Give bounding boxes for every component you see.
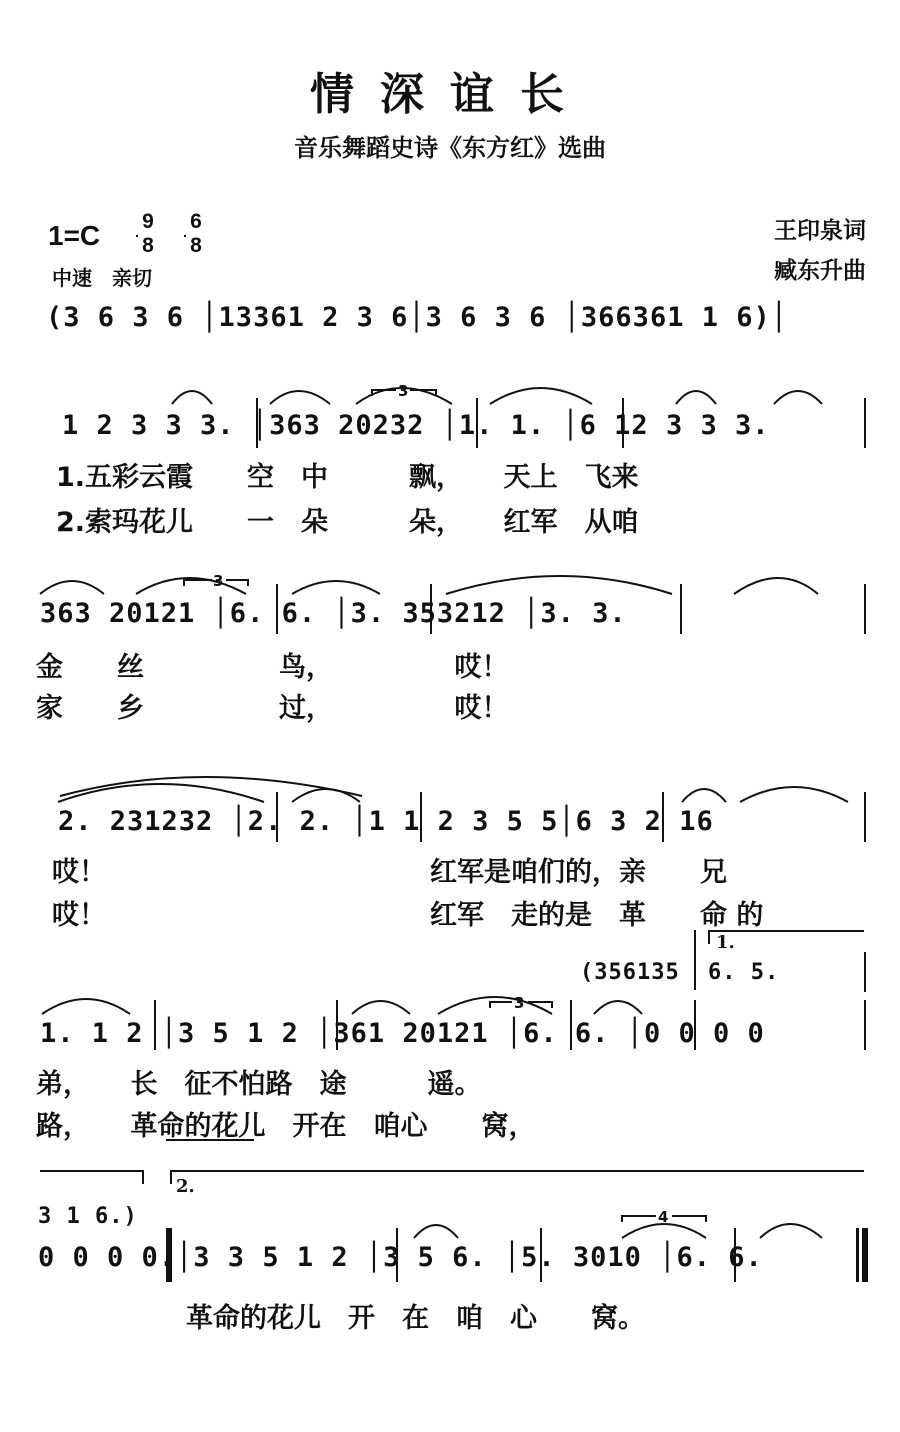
interlude-notes: (356135	[580, 960, 680, 985]
line1-lyric-verse2: 2.索玛花儿 一 朵 朵， 红军 从咱	[56, 507, 639, 538]
tempo-marking: 中速 亲切	[52, 266, 152, 290]
slur	[446, 576, 672, 594]
triplet-number: 3	[514, 994, 525, 1012]
line2-lyric-verse2: 家 乡 过， 哎！	[36, 693, 509, 724]
line4-lyric-verse1: 弟， 长 征不怕路 途 遥。	[36, 1069, 482, 1100]
slur	[270, 391, 330, 404]
line3-lyric-verse1: 哎！ 红军是咱们的，亲 兄	[52, 857, 727, 888]
line5-lyric: 革命的花儿 开 在 咱 心 窝。	[186, 1303, 645, 1334]
line3-notes: 2. 231232 │2. 2. │1 1 2 3 5 5│6 3 2 16	[58, 806, 714, 837]
meter-denominator: 8	[190, 234, 202, 257]
slur	[682, 789, 726, 802]
tie	[292, 581, 380, 594]
triplet-number: 3	[213, 572, 224, 590]
triplet-number: 3	[398, 382, 409, 400]
slur	[740, 787, 848, 802]
meter-numerator: 6	[190, 210, 202, 233]
line4-notes: 1. 1 2 │3 5 1 2 │361 20121 │6. 6. │0 0 0 0	[40, 1018, 765, 1049]
lyricist-credit: 王印泉词	[774, 217, 866, 244]
quadruplet-number: 4	[658, 1208, 669, 1226]
intro-notes: (3 6 3 6 │13361 2 3 6│3 6 3 6 │366361 1 6)│	[46, 302, 788, 333]
ending-1-final-upper-notes: 3 1 6.)	[38, 1204, 138, 1229]
tie	[774, 391, 822, 404]
line2-notes: 363 20121 │6. 6. │3. 353212 │3. 3.	[40, 598, 627, 629]
slur	[622, 1224, 706, 1238]
ending-2-label: 2.	[176, 1176, 195, 1197]
tie	[594, 1001, 642, 1014]
slur	[438, 997, 552, 1014]
composer-credit: 臧东升曲	[774, 257, 866, 284]
slur	[414, 1225, 458, 1238]
line3-lyric-verse2: 哎！ 红军 走的是 革 命 的	[52, 900, 764, 931]
slur	[676, 391, 716, 404]
slur	[58, 784, 264, 802]
slur-long	[60, 777, 362, 796]
ending-1-label: 1.	[716, 932, 735, 953]
line5-notes: 0 0 0 0.│3 3 5 1 2 │3 5 6. │5. 3010 │6. 6.	[38, 1242, 763, 1273]
line1-notes: 1 2 3 3 3. │363 20232 │1. 1. │6 12 3 3 3.	[62, 410, 770, 441]
slur	[352, 1001, 410, 1014]
meter-numerator: 9	[142, 210, 154, 233]
slur	[40, 581, 104, 594]
line4-lyric-verse2: 路， 革命的花儿 开在 咱心 窝，	[36, 1111, 536, 1142]
tie	[172, 391, 212, 404]
meter-denominator: 8	[142, 234, 154, 257]
line1-lyric-verse1: 1.五彩云霞 空 中 飘， 天上 飞来	[56, 462, 639, 493]
song-subtitle: 音乐舞蹈史诗《东方红》选曲	[294, 133, 606, 162]
tie	[292, 789, 360, 802]
slur	[490, 388, 592, 404]
song-title: 情深谊长	[310, 69, 590, 120]
line2-lyric-verse1: 金 丝 鸟， 哎！	[36, 652, 509, 683]
ending-1-upper-notes: 6. 5.	[708, 960, 780, 985]
tie	[760, 1224, 822, 1238]
key-signature: 1=C	[48, 220, 101, 251]
tie	[42, 999, 130, 1014]
tie	[734, 578, 818, 594]
